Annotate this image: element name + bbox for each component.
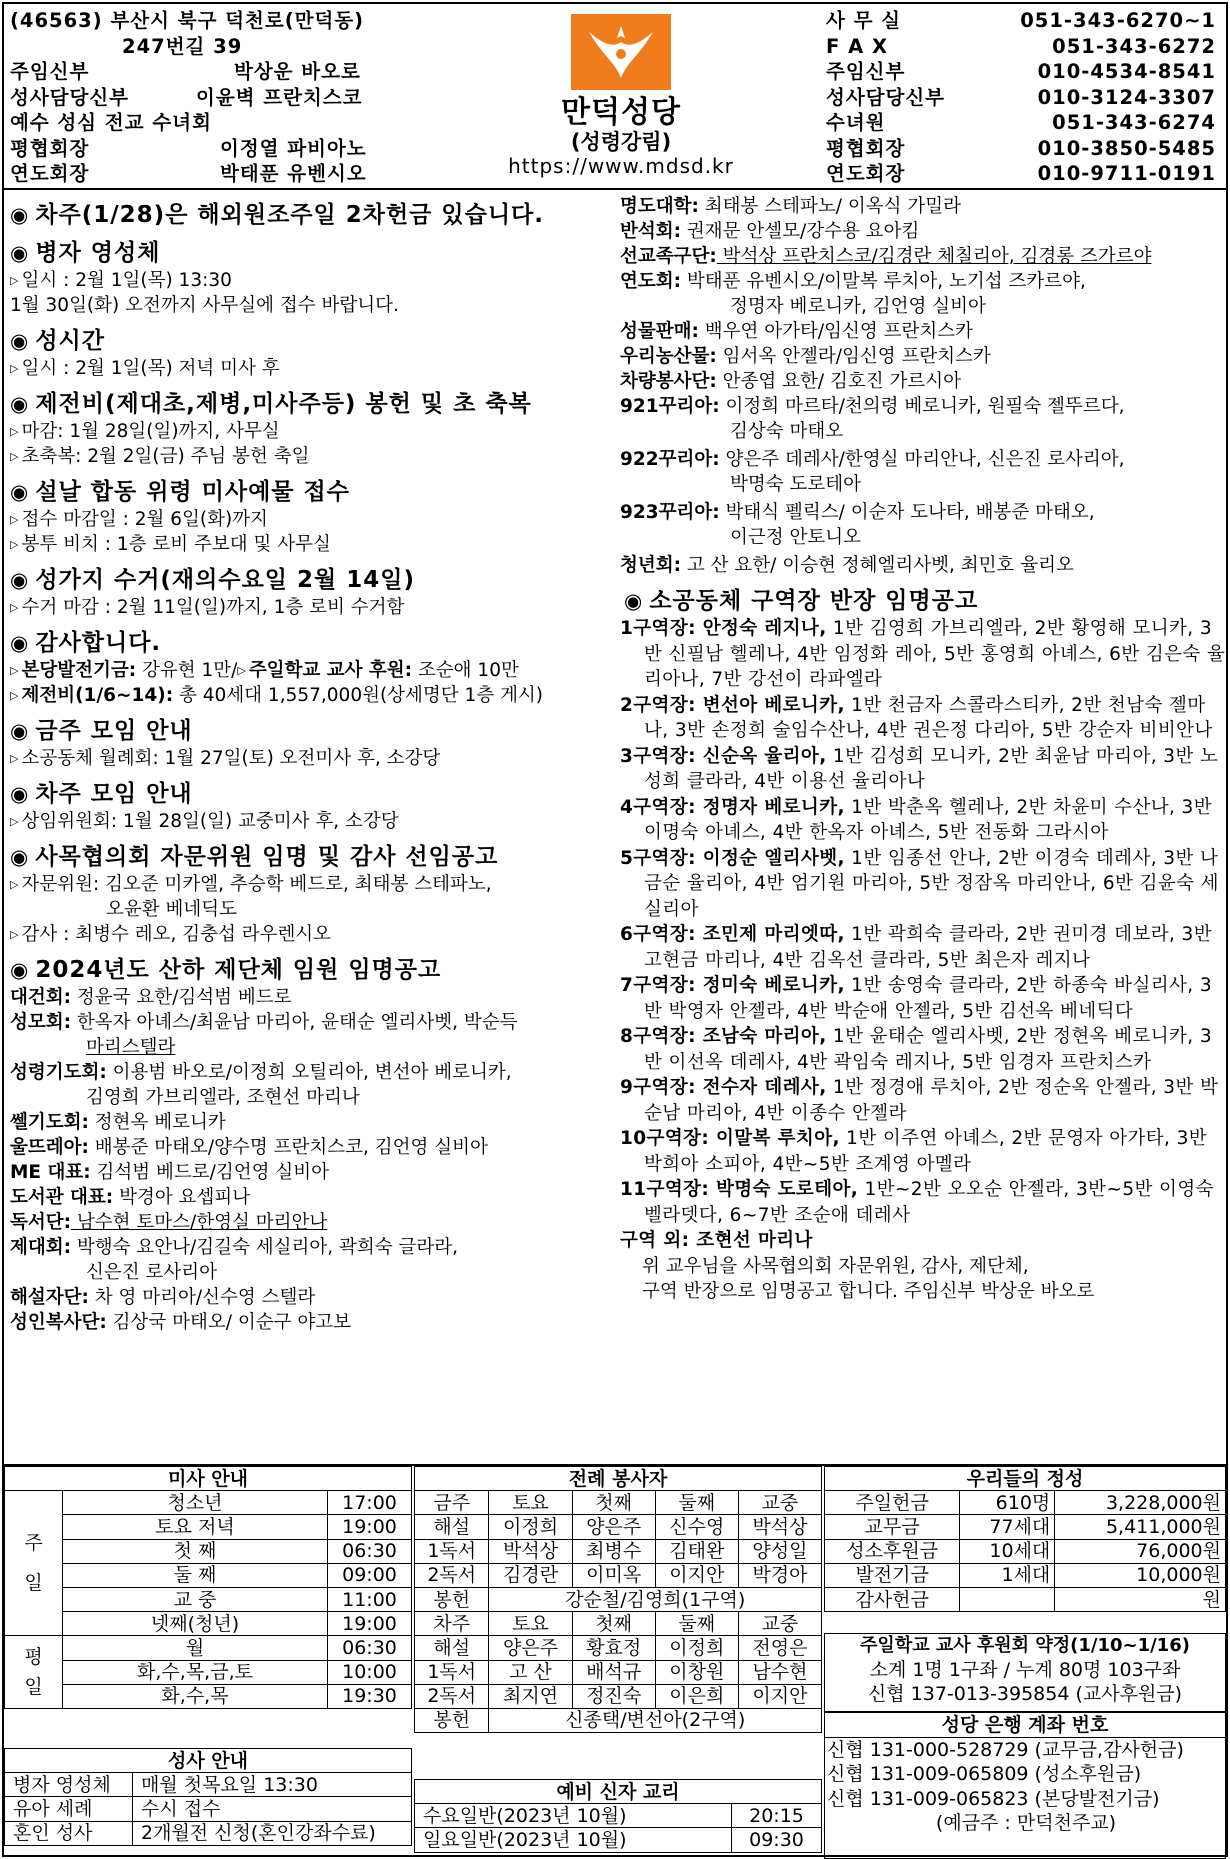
contact-row: F A X 051-343-6272 bbox=[826, 34, 1216, 58]
mass-schedule-table: 미사 안내 주일 청소년 17:00 토요 저녁 19:00 첫 째 06:30 둘 째 09:00 교 중 11:00 넷째(청년) 19:00 평일 월 06:30 화,수,목,금,토 10:00 화,수,목 19:30 bbox=[4, 1466, 412, 1709]
notice-next-week-meetings: ◉ 차주 모임 안내 ▷ 상임위원회: 1월 28일(일) 교중미사 후, 소강당 bbox=[10, 781, 399, 832]
triangle-icon: ▷ bbox=[10, 689, 19, 702]
address-line2: 247번길 39 bbox=[122, 34, 243, 58]
district-leader: 1구역장: 안정숙 레지나, 1반 김영희 가브리엘라, 2반 황영해 모니카, 3반 신필남 헬레나, 4반 임정화 레아, 5반 홍영희 아녜스, 6반 김은숙 율리아나, 7반 강선이 라파엘라 bbox=[620, 618, 1226, 690]
org-line: 923꾸리아: 박태식 펠릭스/ 이순자 도나타, 배봉준 마태오, bbox=[620, 502, 1095, 523]
bullet-icon: ◉ bbox=[10, 631, 30, 655]
district-leader: 10구역장: 이말복 루치아, 1반 이주연 아녜스, 2반 문영자 아가타, 3반 박희아 소피아, 4반~5반 조계영 아멜라 bbox=[620, 1128, 1208, 1175]
org-line: 연도회: 박태푼 유벤시오/이말복 루치아, 노기섭 즈카르야, bbox=[620, 271, 1086, 292]
church-subtitle: (성령강림) bbox=[570, 130, 672, 154]
bullet-icon: ◉ bbox=[10, 241, 30, 265]
bullet-icon: ◉ bbox=[10, 719, 30, 743]
district-leader: 3구역장: 신순옥 율리아, 1반 김성희 모니카, 2반 최윤남 마리아, 3반 노성희 클라라, 4반 이용선 율리아나 bbox=[620, 745, 1219, 792]
bullet-icon: ◉ bbox=[10, 782, 30, 806]
district-leader: 5구역장: 이정순 엘리사벳, 1반 임종선 안나, 2반 이경숙 데레사, 3반 나금순 율리아, 4반 엄기원 마리아, 5반 정잠옥 마리안나, 6반 김윤숙 세실리아 bbox=[620, 847, 1219, 920]
org-line: 성인복사단: 김상국 마태오/ 이순구 야고보 bbox=[10, 1312, 351, 1333]
header-right-contacts bbox=[826, 8, 1222, 187]
org-line: 울뜨레아: 배봉준 마태오/양수명 프란치스코, 김언영 실비아 bbox=[10, 1137, 488, 1158]
church-name: 만덕성당 bbox=[561, 95, 681, 130]
district-leader: 구역 외: 조현선 마리나 bbox=[620, 1230, 813, 1251]
district-leader: 2구역장: 변선아 베로니카, 1반 천금자 스콜라스티카, 2반 천남숙 젤마나, 3반 손정희 술임수산나, 4반 권은정 다리아, 5반 강순자 비비안나 bbox=[620, 694, 1213, 741]
notice-council-appointment: ◉ 사목협의회 자문위원 임명 및 감사 선임공고 ▷ 자문위원: 김오준 미카엘, 추승학 베드로, 최태봉 스테파노, 오윤환 베네딕도 ▷ 감사 : 최병수 레오, 김충섭 라우렌시오 bbox=[10, 844, 499, 945]
org-line: 차량봉사단: 안종엽 요한/ 김호진 가르시아 bbox=[620, 371, 961, 392]
header bbox=[4, 4, 1226, 190]
bullet-icon: ◉ bbox=[10, 568, 30, 592]
teacher-support-box: 주일학교 교사 후원회 약정(1/10~1/16) 소계 1명 1구좌 / 누계 80명 103구좌 신협 137-013-395854 (교사후원금) bbox=[824, 1633, 1226, 1712]
org-line: 제대회: 박행숙 요안나/김길숙 세실리아, 곽희숙 글라라, bbox=[10, 1237, 458, 1258]
bullet-icon: ◉ bbox=[10, 480, 30, 504]
header-left-row: 평협회장 이정열 파비아노 bbox=[10, 136, 367, 160]
triangle-icon: ▷ bbox=[10, 425, 19, 438]
bottom-tables bbox=[4, 1464, 1226, 1857]
org-line: 도서관 대표: 박경아 요셉피나 bbox=[10, 1187, 251, 1208]
triangle-icon: ▷ bbox=[10, 538, 19, 551]
triangle-icon: ▷ bbox=[10, 752, 19, 765]
contact-row: 성사담당신부 010-3124-3307 bbox=[826, 85, 1216, 109]
church-url-link[interactable]: https://www.mdsd.kr bbox=[508, 154, 734, 178]
church-logo-block bbox=[486, 12, 756, 178]
org-line: 청년회: 고 산 요한/ 이승현 정혜엘리사벳, 최민호 율리오 bbox=[620, 555, 1074, 576]
org-line: 대건회: 정윤국 요한/김석범 베드로 bbox=[10, 987, 292, 1008]
org-line: 921꾸리아: 이정희 마르타/천의령 베로니카, 원필숙 젤뚜르다, bbox=[620, 396, 1125, 417]
bullet-icon: ◉ bbox=[624, 589, 644, 613]
header-left-row: 예수 성심 전교 수녀회 bbox=[10, 111, 212, 134]
closing-text: 구역 반장으로 임명공고 합니다. 주임신부 박상운 바오로 bbox=[642, 1280, 1095, 1302]
header-left-row: 연도회장 박태푼 유벤시오 bbox=[10, 162, 367, 185]
district-leader: 7구역장: 정미숙 베로니카, 1반 송영숙 클라라, 2반 하종숙 바실리사, 3반 박영자 안젤라, 4반 박순애 안젤라, 5반 김선옥 베네딕다 bbox=[620, 975, 1212, 1022]
district-leader: 8구역장: 조남숙 마리아, 1반 윤태순 엘리사벳, 2반 정현옥 베로니카, 3반 이선옥 데레사, 4반 곽임숙 레지나, 5반 임경자 프란치스카 bbox=[620, 1026, 1212, 1073]
district-leader: 4구역장: 정명자 베로니카, 1반 박춘옥 헬레나, 2반 차윤미 수산나, 3반 이명숙 아녜스, 4반 한옥자 아녜스, 5반 전동화 그라시아 bbox=[620, 796, 1212, 843]
section-title: 2024년도 산하 제단체 임원 임명공고 bbox=[35, 957, 442, 983]
sacrament-table: 성사 안내 병자 영성체 매월 첫목요일 13:30 유아 세례 수시 접수 혼인 성사 2개월전 신청(혼인강좌수료) bbox=[4, 1748, 412, 1846]
org-line: 우리농산물: 임서옥 안젤라/임신영 프란치스카 bbox=[620, 346, 991, 367]
notice-memorial-mass: ◉ 설날 합동 위령 미사예물 접수 ▷ 접수 마감일 : 2월 6일(화)까지 ▷ 봉투 비치 : 1층 로비 주보대 및 사무실 bbox=[10, 479, 350, 555]
section-title: 소공동체 구역장 반장 임명공고 bbox=[649, 588, 979, 614]
district-leader: 6구역장: 조민제 마리엣따, 1반 곽희숙 클라라, 2반 권미경 데보라, 3반 고현금 마리나, 4반 김옥선 클라라, 5반 최은자 레지나 bbox=[620, 924, 1212, 971]
header-left-row: 주임신부 박상운 바오로 bbox=[10, 60, 361, 83]
catechism-table: 예비 신자 교리 수요일반(2023년 10월) 20:15 일요일반(2023년 10월) 09:30 bbox=[414, 1779, 822, 1853]
org-line: 922꾸리아: 양은주 데레사/한영실 마리안나, 신은진 로사리아, bbox=[620, 449, 1125, 470]
org-line: 명도대학: 최태봉 스테파노/ 이옥식 가밀라 bbox=[620, 196, 961, 217]
triangle-icon: ▷ bbox=[10, 664, 19, 677]
section-title: 차주 모임 안내 bbox=[35, 781, 193, 807]
closing-text: 위 교우님을 사목협의회 자문위원, 감사, 제단체, bbox=[642, 1255, 1029, 1277]
bullet-icon: ◉ bbox=[10, 203, 30, 227]
section-title: 차주(1/28)은 해외원조주일 2차헌금 있습니다. bbox=[35, 202, 545, 228]
notice-org-officers: ◉ 2024년도 산하 제단체 임원 임명공고 대건회: 정윤국 요한/김석범 베드로 성모회: 한옥자 아녜스/최윤남 마리아, 윤태순 엘리사벳, 박순득 마리스텔라 성령기도회: 이용범 바오로/이정희 오틸리아, 변선아 베로니카, 김영희 가브리엘라, 조현선 마리나 쎌기도회: 정현옥 베로니카 울뜨레아: 배봉준 마태오/양수명 프란치스코, 김언영 실비아 ME 대표: 김석범 베드로/김언영 실비아 도서관 대표: 박경아 요셉피나 독서단: 남수현 토마스/한영실 마리안나 제대회: 박행숙 요안나/김길숙 세실리아, 곽희숙 글라라, 신은진 로사리아 해설자단: 차 영 마리아/신수영 스텔라 성인복사단: 김상국 마태오/ 이순구 야고보 bbox=[10, 955, 614, 1335]
contact-row: 사 무 실 051-343-6270~1 bbox=[826, 9, 1216, 32]
address-line1: (46563) 부산시 북구 덕천로(만덕동) bbox=[10, 9, 365, 32]
section-title: 성가지 수거(재의수요일 2월 14일) bbox=[35, 567, 415, 593]
section-title: 제전비(제대초,제병,미사주등) 봉헌 및 초 축복 bbox=[35, 391, 532, 417]
contact-row: 주임신부 010-4534-8541 bbox=[826, 60, 1216, 83]
section-title: 병자 영성체 bbox=[35, 240, 161, 266]
notice-sick-communion: ◉ 병자 영성체 ▷ 일시 : 2월 1일(목) 13:30 1월 30일(화) 오전까지 사무실에 접수 바랍니다. bbox=[10, 240, 399, 316]
triangle-icon: ▷ bbox=[10, 274, 19, 287]
section-title: 설날 합동 위령 미사예물 접수 bbox=[35, 479, 350, 505]
notice-second-collection bbox=[10, 200, 614, 230]
org-line: 반석회: 권재문 안셀모/강수용 요아킴 bbox=[620, 221, 920, 242]
org-line: 성령기도회: 이용범 바오로/이정희 오틸리아, 변선아 베로니카, bbox=[10, 1062, 512, 1083]
bullet-icon: ◉ bbox=[10, 329, 30, 353]
district-leader: 11구역장: 박명숙 도로테아, 1반~2반 오오순 안젤라, 3반~5반 이영숙 벨라뎃다, 6~7반 조순애 데레사 bbox=[620, 1179, 1214, 1226]
notice-altar-offering: ◉ 제전비(제대초,제병,미사주등) 봉헌 및 초 축복 ▷ 마감: 1월 28일(일)까지, 사무실 ▷ 초축복: 2월 2일(금) 주님 봉헌 축일 bbox=[10, 391, 532, 467]
section-title: 성시간 bbox=[35, 328, 105, 354]
triangle-icon: ▷ bbox=[10, 928, 19, 941]
notice-palm-collection: ◉ 성가지 수거(재의수요일 2월 14일) ▷ 수거 마감 : 2월 11일(일)까지, 1층 로비 수거함 bbox=[10, 567, 415, 618]
notice-holy-hour: ◉ 성시간 ▷ 일시 : 2월 1일(목) 저녁 미사 후 bbox=[10, 328, 280, 379]
bulletin-page bbox=[2, 2, 1228, 1857]
notice-this-week-meetings: ◉ 금주 모임 안내 ▷ 소공동체 월례회: 1월 27일(토) 오전미사 후, 소강당 bbox=[10, 718, 441, 769]
district-leader: 9구역장: 전수자 데레사, 1반 정경애 루치아, 2반 정순옥 안젤라, 3반 박순남 마리아, 4반 이종수 안젤라 bbox=[620, 1077, 1219, 1124]
notice-thanks: ◉ 감사합니다. ▷ 본당발전기금: 강유현 1만/▷ 주일학교 교사 후원: 조순애 10만 ▷ 제전비(1/6~14): 총 40세대 1,557,000원(상세명단 1층 게시) bbox=[10, 630, 544, 706]
org-line: ME 대표: 김석범 베드로/김언영 실비아 bbox=[10, 1162, 329, 1183]
weekday-label: 평일 bbox=[5, 1636, 63, 1709]
org-line: 쎌기도회: 정현옥 베로니카 bbox=[10, 1112, 226, 1133]
bullet-icon: ◉ bbox=[10, 845, 30, 869]
org-line: 독서단: 남수현 토마스/한영실 마리안나 bbox=[10, 1212, 328, 1233]
org-line: 선교족구단: 박석상 프란치스코/김경란 체칠리아, 김경롱 즈가르야 bbox=[620, 246, 1152, 267]
triangle-icon: ▷ bbox=[10, 450, 19, 463]
mass-title: 미사 안내 bbox=[5, 1467, 412, 1491]
bank-account-box: 성당 은행 계좌 번호 신협 131-000-528729 (교무금,감사헌금) 신협 131-009-065809 (성소후원금) 신협 131-009-065823 (본당발전기금) (예금주 : 만덕천주교) bbox=[824, 1712, 1226, 1859]
section-title: 감사합니다. bbox=[35, 630, 162, 656]
sunday-label: 주일 bbox=[5, 1491, 63, 1636]
section-title: 금주 모임 안내 bbox=[35, 718, 193, 744]
triangle-icon: ▷ bbox=[10, 878, 19, 891]
contact-row: 평협회장 010-3850-5485 bbox=[826, 136, 1216, 160]
header-left-info bbox=[10, 8, 510, 187]
right-column: 명도대학: 최태봉 스테파노/ 이옥식 가밀라 반석회: 권재문 안셀모/강수용 요아킴 선교족구단: 박석상 프란치스코/김경란 체칠리아, 김경롱 즈가르야 연도회: 박태푼 유벤시오/이말복 루치아, 노기섭 즈카르야, 정명자 베로니카, 김언영 실비아 성물판매: 백우연 아가타/임신영 프란치스카 우리농산물: 임서옥 안젤라/임신영 프란치스카 차량봉사단: 안종엽 요한/ 김호진 가르시아 921꾸리아: 이정희 마르타/천의령 베로니카, 원필숙 젤뚜르다, 김상숙 마태오 922꾸리아: 양은주 데레사/한영실 마리안나, 신은진 로사리아, 박명숙 도로테아 923꾸리아: 박태식 펠릭스/ 이순자 도나타, 배봉준 마태오, 이근정 안토니오 청년회: 고 산 요한/ 이승현 정혜엘리사벳, 최민호 율리오 ◉ 소공동체 구역장 반장 임명공고 1구역장: 안정숙 레지나, 1반 김영희 가브리엘라, 2반 황영해 모니카, 3반 신필남 헬레나, 4반 임정화 레아, 5반 홍영희 아녜스, 6반 김은숙 율리아나, 7반 강선이 라파엘라 2구역장: 변선아 베로니카, 1반 천금자 스콜라스티카, 2반 천남숙 젤마나, 3반 손정희 술임수산나, 4반 권은정 다리아, 5반 강순자 비비안나 3구역장: 신순옥 율리아, 1반 김성희 모니카, 2반 최윤남 마리아, 3반 노성희 클라라, 4반 이용선 율리아나 4구역장: 정명자 베로니카, 1반 박춘옥 헬레나, 2반 차윤미 수산나, 3반 이명숙 아녜스, 4반 한옥자 아녜스, 5반 전동화 그라시아 5구역장: 이정순 엘리사벳, 1반 임종선 안나, 2반 이경숙 데레사, 3반 나금순 율리아, 4반 엄기원 마리아, 5반 정잠옥 마리안나, 6반 김윤숙 세실리아 6구역장: 조민제 마리엣따, 1반 곽희숙 클라라, 2반 권미경 데보라, 3반 고현금 마리나, 4반 김옥선 클라라, 5반 최은자 레지나 7구역장: 정미숙 베로니카, 1반 송영숙 클라라, 2반 하종숙 바실리사, 3반 박영자 안젤라, 4반 박순애 안젤라, 5반 김선옥 베네딕다 8구역장: 조남숙 마리아, 1반 윤태순 엘리사벳, 2반 정현옥 베로니카, 3반 이선옥 데레사, 4반 곽임숙 레지나, 5반 임경자 프란치스카 9구역장: 전수자 데레사, 1반 정경애 루치아, 2반 정순옥 안젤라, 3반 박순남 마리아, 4반 이종수 안젤라 10구역장: 이말복 루치아, 1반 이주연 아녜스, 2반 문영자 아가타, 3반 박희아 소피아, 4반~5반 조계영 아멜라 11구역장: 박명숙 도로테아, 1반~2반 오오순 안젤라, 3반~5반 이영숙 벨라뎃다, 6~7반 조순애 데레사 구역 외: 조현선 마리나 위 교우님을 사목협의회 자문위원, 감사, 제단체, 구역 반장으로 임명공고 합니다. 주임신부 박상운 바오로 bbox=[620, 194, 1228, 1304]
bullet-icon: ◉ bbox=[10, 958, 30, 982]
triangle-icon: ▷ bbox=[10, 513, 19, 526]
section-title: 사목협의회 자문위원 임명 및 감사 선임공고 bbox=[35, 844, 499, 870]
left-column bbox=[10, 200, 614, 1343]
bullet-icon: ◉ bbox=[10, 392, 30, 416]
triangle-icon: ▷ bbox=[237, 664, 246, 677]
triangle-icon: ▷ bbox=[10, 362, 19, 375]
org-line: 성물판매: 백우연 아가타/임신영 프란치스카 bbox=[620, 321, 973, 342]
org-line: 성모회: 한옥자 아녜스/최윤남 마리아, 윤태순 엘리사벳, 박순득 bbox=[10, 1012, 518, 1033]
church-logo-icon bbox=[569, 12, 673, 92]
header-left-row: 성사담당신부 이윤벽 프란치스코 bbox=[10, 85, 363, 109]
triangle-icon: ▷ bbox=[10, 601, 19, 614]
triangle-icon: ▷ bbox=[10, 815, 19, 828]
offering-table: 우리들의 정성 주일헌금 610명 3,228,000원 교무금 77세대 5,411,000원 성소후원금 10세대 76,000원 발전기금 1세대 10,000원 감사헌금 원 bbox=[824, 1466, 1226, 1612]
contact-row: 연도회장 010-9711-0191 bbox=[826, 162, 1216, 185]
org-line: 해설자단: 차 영 마리아/신수영 스텔라 bbox=[10, 1287, 316, 1308]
contact-row: 수녀원 051-343-6274 bbox=[826, 111, 1216, 134]
liturgy-servers-table: 전례 봉사자 금주 토요 첫째 둘째 교중 해설 이정희 양은주 신수영 박석상 1독서 박석상 최병수 김태완 양성일 2독서 김경란 이미옥 이지안 박경아 봉헌 강순철/김영희(1구역) 차주 토요 첫째 둘째 교중 해설 양은주 황효정 이정희 전영은 1독서 고 산 배석규 이창원 남수현 2독서 최지연 정진숙 이은희 이지안 봉헌 신종택/변선아(2구역) bbox=[414, 1466, 822, 1733]
